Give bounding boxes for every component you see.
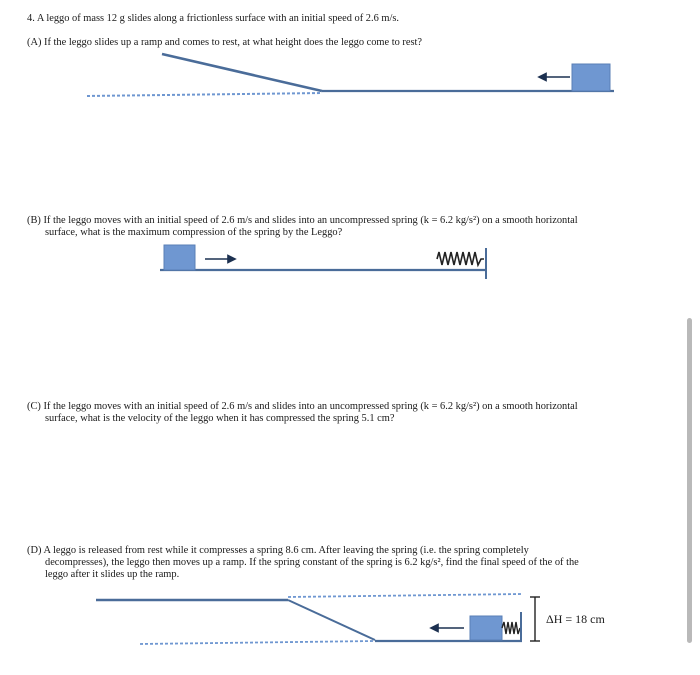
part-b-question-line2: surface, what is the maximum compression of the spring by the Leggo? [45, 227, 343, 238]
part-c-question-line2: surface, what is the velocity of the leggo when it has compressed the spring 5.1 cm? [45, 413, 395, 424]
figure-a-ramp [87, 54, 614, 96]
spring-b [437, 252, 484, 265]
ramp-d-incline [288, 600, 375, 640]
height-label-d: ΔH = 18 cm [546, 612, 605, 626]
reference-line-a [87, 93, 322, 96]
problem-header: 4. A leggo of mass 12 g slides along a frictionless surface with an initial speed of 2.6 m/s. [27, 13, 399, 24]
lower-reference-line-d [140, 641, 375, 644]
leggo-block-a [572, 64, 610, 91]
leggo-block-d [470, 616, 502, 640]
ramp-a-incline [162, 54, 322, 91]
part-d-question-line2: decompresses), the leggo then moves up a ramp. If the spring constant of the spring is 6.2 kg/s², find the final speed of the of the [45, 557, 579, 568]
part-d-question-line3: leggo after it slides up the ramp. [45, 569, 180, 580]
part-d-question-line1: (D) A leggo is released from rest while it compresses a spring 8.6 cm. After leaving the spring (i.e. the spring completely [27, 545, 529, 556]
spring-d [502, 622, 520, 634]
upper-reference-line-d [288, 594, 522, 597]
vertical-scrollbar[interactable] [687, 318, 692, 643]
figure-b-spring [160, 245, 487, 279]
part-b-question-line1: (B) If the leggo moves with an initial speed of 2.6 m/s and slides into an uncompressed spring (k = 6.2 kg/s²) on a smooth horizontal [27, 215, 578, 226]
part-c-question-line1: (C) If the leggo moves with an initial speed of 2.6 m/s and slides into an uncompressed spring (k = 6.2 kg/s²) on a smooth horizontal [27, 401, 578, 412]
figure-d-spring-ramp [96, 594, 605, 644]
part-a-question: (A) If the leggo slides up a ramp and comes to rest, at what height does the leggo come to rest? [27, 37, 423, 48]
leggo-block-b [164, 245, 195, 270]
